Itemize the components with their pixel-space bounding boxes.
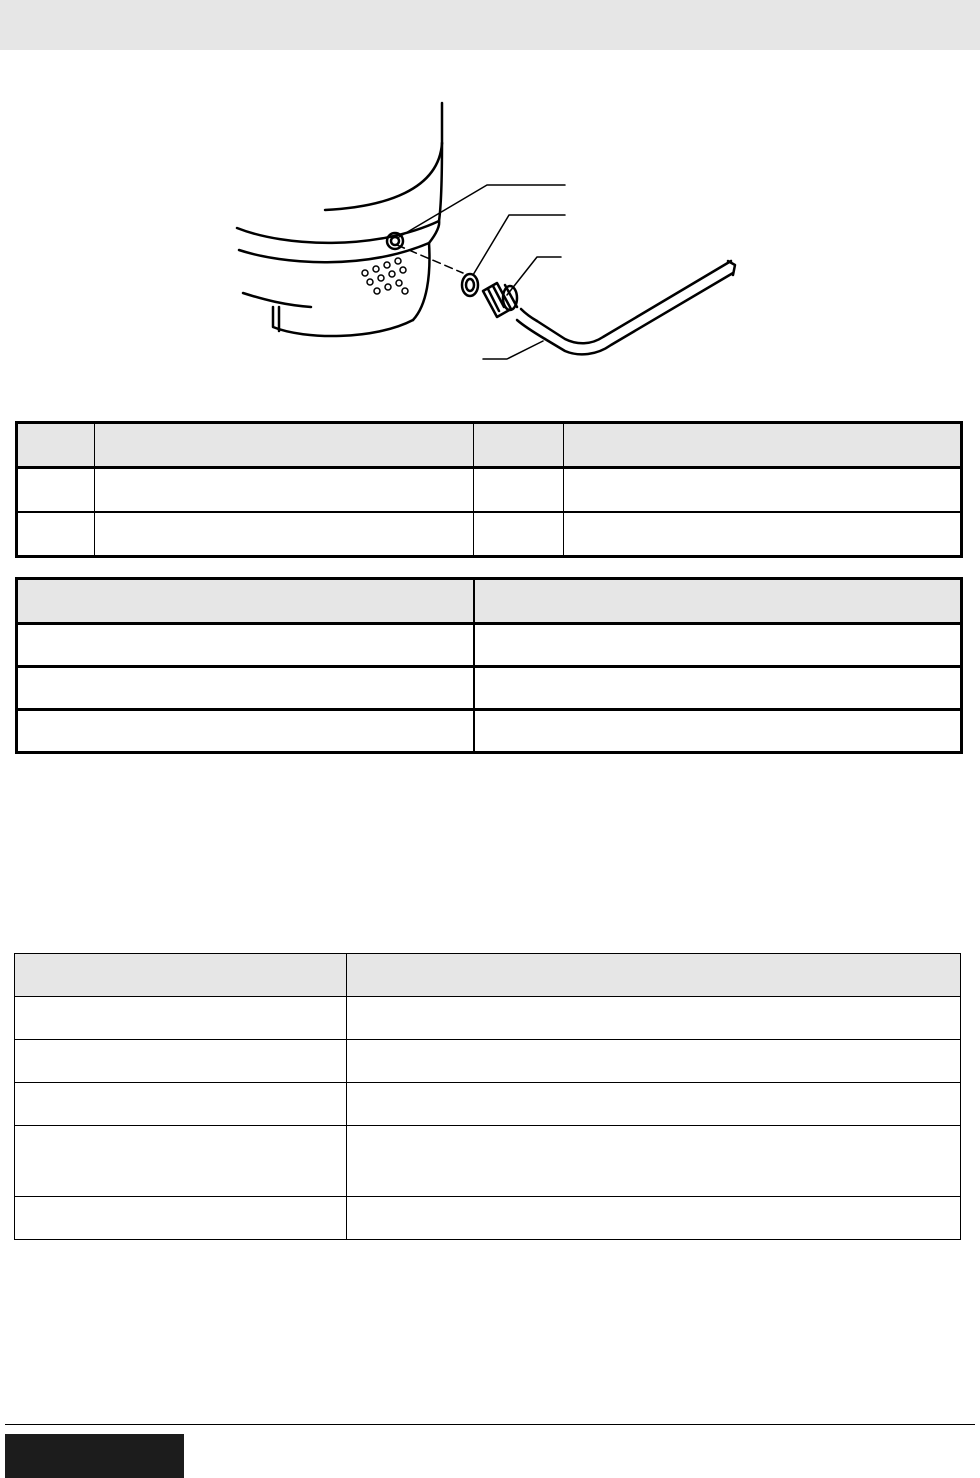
- table-cell: [17, 579, 474, 624]
- hex-key-icon: [517, 261, 735, 354]
- table-cell: [15, 997, 347, 1040]
- table-cell: [17, 624, 474, 667]
- camera-housing-icon: [237, 103, 442, 336]
- table-cell: [15, 1126, 347, 1197]
- table-row: [17, 624, 962, 667]
- table-cell: [17, 667, 474, 710]
- table-cell: [474, 667, 962, 710]
- table-row: [17, 579, 962, 624]
- table-cell: [15, 1040, 347, 1083]
- table-cell: [15, 1083, 347, 1126]
- table-row: [17, 710, 962, 753]
- table-cell: [95, 423, 474, 468]
- table-cell: [17, 710, 474, 753]
- header-band: [0, 0, 980, 50]
- o-ring-icon: [462, 274, 478, 296]
- table-cell: [564, 512, 962, 557]
- table-row: [15, 954, 961, 997]
- table-cell: [474, 468, 564, 513]
- table-row: [15, 1197, 961, 1240]
- table-cell: [347, 954, 961, 997]
- spec-table: [15, 577, 963, 754]
- table-cell: [15, 1197, 347, 1240]
- table-cell: [17, 468, 95, 513]
- table-row: [17, 512, 962, 557]
- table-cell: [474, 579, 962, 624]
- table-cell: [474, 710, 962, 753]
- table-cell: [347, 1040, 961, 1083]
- table-cell: [474, 423, 564, 468]
- table-cell: [17, 423, 95, 468]
- table-cell: [347, 997, 961, 1040]
- leader-lines: [399, 185, 565, 359]
- table-cell: [95, 468, 474, 513]
- footer-block: [5, 1434, 184, 1478]
- table-cell: [474, 624, 962, 667]
- info-table: [14, 953, 961, 1240]
- table-cell: [564, 423, 962, 468]
- table-row: [15, 1083, 961, 1126]
- table-row: [17, 423, 962, 468]
- table-row: [15, 1040, 961, 1083]
- footer-rule: [5, 1424, 975, 1425]
- assembly-illustration: [225, 95, 745, 370]
- table-cell: [347, 1197, 961, 1240]
- table-cell: [474, 512, 564, 557]
- table-row: [17, 667, 962, 710]
- table-row: [15, 997, 961, 1040]
- parts-table: [15, 421, 963, 558]
- table-cell: [347, 1126, 961, 1197]
- table-cell: [15, 954, 347, 997]
- table-row: [17, 468, 962, 513]
- table-cell: [95, 512, 474, 557]
- table-cell: [564, 468, 962, 513]
- table-cell: [17, 512, 95, 557]
- table-row: [15, 1126, 961, 1197]
- table-cell: [347, 1083, 961, 1126]
